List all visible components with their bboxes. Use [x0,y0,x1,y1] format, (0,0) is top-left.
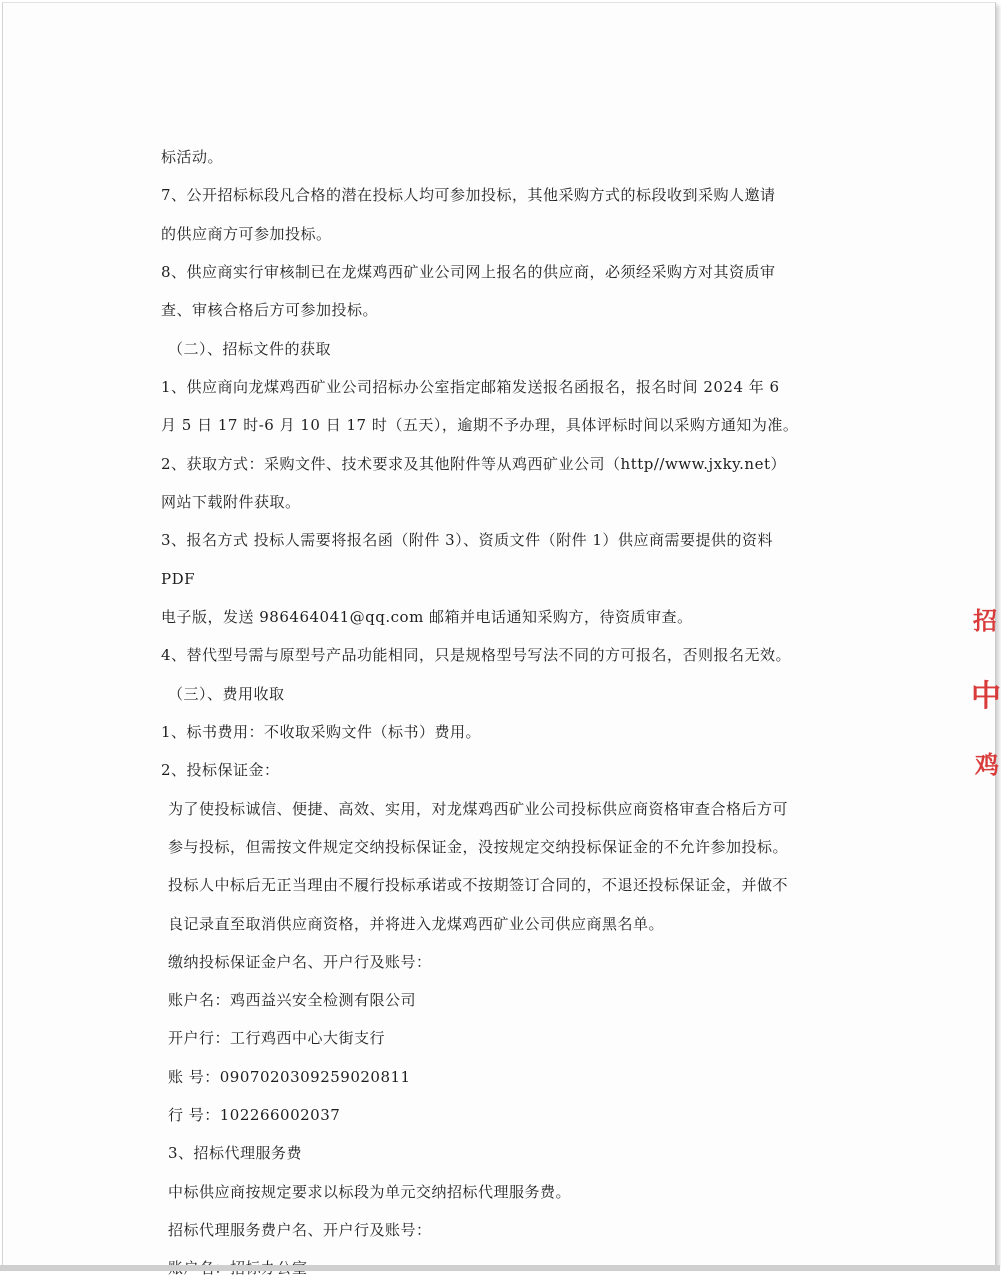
text-line: 投标人中标后无正当理由不履行投标承诺或不按期签订合同的，不退还投标保证金，并做不 [168,876,789,894]
section-heading: （二）、招标文件的获取 [168,340,332,358]
text-line: 的供应商方可参加投标。 [161,225,332,243]
document-page [2,2,1001,1265]
text-line: 缴纳投标保证金户名、开户行及账号： [168,953,432,971]
stamp-char: 中 [971,679,1001,714]
bank-code-line: 行 号：102266002037 [168,1106,341,1124]
text-line: 3、招标代理服务费 [168,1144,303,1162]
stamp-char: 招 [973,607,997,635]
text-line: 2、投标保证金： [161,761,280,779]
text-line: PDF [161,570,196,588]
account-name-line: 账户名：鸡西益兴安全检测有限公司 [168,991,417,1009]
text-line: 中标供应商按规定要求以标段为单元交纳招标代理服务费。 [168,1183,572,1201]
text-line: 2、获取方式：采购文件、技术要求及其他附件等从鸡西矿业公司（http//www.jxky.net） [161,455,786,473]
text-line: 标活动。 [161,148,224,166]
account-number-line: 账 号：0907020309259020811 [168,1068,411,1086]
text-line: 参与投标，但需按文件规定交纳投标保证金，没按规定交纳投标保证金的不允许参加投标。 [168,838,789,856]
text-line: 4、替代型号需与原型号产品功能相同，只是规格型号写法不同的方可报名，否则报名无效。 [161,646,792,664]
text-line: 电子版，发送 986464041@qq.com 邮箱并电话通知采购方，待资质审查。 [161,608,693,626]
text-line: 7、公开招标标段凡合格的潜在投标人均可参加投标，其他采购方式的标段收到采购人邀请 [161,186,776,204]
text-line: 网站下载附件获取。 [161,493,301,511]
text-line: 1、供应商向龙煤鸡西矿业公司招标办公室指定邮箱发送报名函报名，报名时间 2024 年 6 [161,378,780,396]
text-line: 8、供应商实行审核制已在龙煤鸡西矿业公司网上报名的供应商，必须经采购方对其资质审 [161,263,776,281]
text-line: 月 5 日 17 时-6 月 10 日 17 时（五天），逾期不予办理，具体评标时间以采购方通知为准。 [161,416,799,434]
text-line: 为了使投标诚信、便捷、高效、实用，对龙煤鸡西矿业公司投标供应商资格审查合格后方可 [168,800,789,818]
text-line: 招标代理服务费户名、开户行及账号： [168,1221,432,1239]
page-bottom-bar [0,1265,1000,1271]
text-line: 良记录直至取消供应商资格，并将进入龙煤鸡西矿业公司供应商黑名单。 [168,915,665,933]
text-line: 1、标书费用：不收取采购文件（标书）费用。 [161,723,482,741]
bank-line: 开户行：工行鸡西中心大街支行 [168,1029,386,1047]
red-seal-stamp [955,593,1001,803]
text-line: 3、报名方式 投标人需要将报名函（附件 3）、资质文件（附件 1）供应商需要提供的资料 [161,531,773,549]
text-line: 查、审核合格后方可参加投标。 [161,301,379,319]
section-heading: （三）、费用收取 [168,685,285,703]
stamp-char: 鸡 [975,751,999,779]
